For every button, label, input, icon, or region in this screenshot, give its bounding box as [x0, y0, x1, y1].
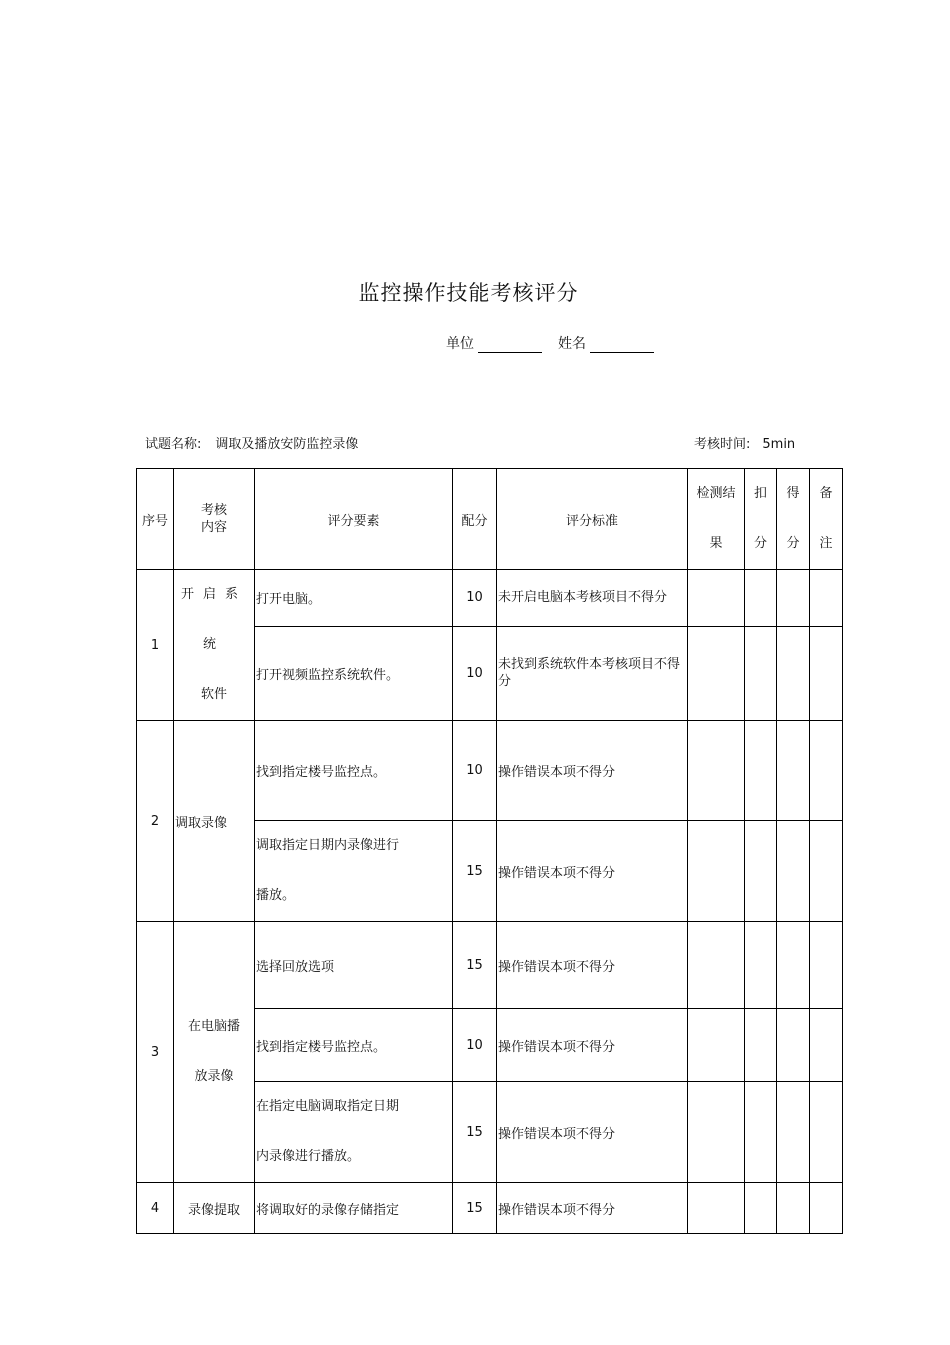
- exam-name: 调取及播放安防监控录像: [215, 437, 359, 452]
- remark-cell[interactable]: [810, 721, 843, 821]
- header-content: [174, 469, 255, 570]
- element-cell: 找到指定楼号监控点。: [255, 1009, 453, 1082]
- seq-cell: 4: [137, 1183, 174, 1234]
- result-cell[interactable]: [688, 721, 745, 821]
- table-row: [137, 721, 843, 821]
- result-cell[interactable]: [688, 1009, 745, 1082]
- header-result-line1: 检测结: [696, 486, 736, 501]
- criteria-cell: 操作错误本项不得分: [497, 1183, 688, 1234]
- header-content-line1: 考核: [200, 503, 227, 518]
- seq-cell: 3: [137, 922, 174, 1183]
- seq-cell: 1: [137, 570, 174, 721]
- content-line1: 在电脑播: [187, 1019, 240, 1034]
- remark-cell[interactable]: [810, 1009, 843, 1082]
- score-cell: 15: [453, 1183, 497, 1234]
- result-cell[interactable]: [688, 1183, 745, 1234]
- element-line1: 在指定电脑调取指定日期: [256, 1099, 400, 1114]
- element-cell: 选择回放选项: [255, 922, 453, 1009]
- header-criteria: 评分标准: [497, 469, 688, 570]
- content-cell: 录像提取: [174, 1183, 255, 1234]
- element-cell: [255, 821, 453, 922]
- criteria-cell: 未开启电脑本考核项目不得分: [497, 570, 688, 627]
- exam-name-line: [145, 433, 358, 452]
- remark-cell[interactable]: [810, 922, 843, 1009]
- content-cell: [174, 570, 255, 721]
- exam-time-line: [694, 433, 795, 452]
- time-label: 考核时间:: [694, 437, 751, 452]
- gain-cell[interactable]: [777, 570, 810, 627]
- content-line2: 放录像: [194, 1069, 234, 1084]
- content-cell: [174, 922, 255, 1183]
- remark-cell[interactable]: [810, 626, 843, 720]
- score-cell: 10: [453, 626, 497, 720]
- remark-cell[interactable]: [810, 1183, 843, 1234]
- element-line1: 调取指定日期内录像进行: [256, 838, 400, 853]
- score-cell: 15: [453, 1082, 497, 1183]
- content-line1: 开启系统: [180, 587, 247, 652]
- name-label: 姓名: [558, 336, 586, 352]
- remark-cell[interactable]: [810, 1082, 843, 1183]
- name-field[interactable]: [590, 336, 654, 353]
- scoring-table: [136, 468, 843, 1234]
- header-deduct-line1: 扣: [753, 486, 767, 501]
- gain-cell[interactable]: [777, 626, 810, 720]
- gain-cell[interactable]: [777, 1082, 810, 1183]
- header-seq: 序号: [137, 469, 174, 570]
- header-content-line2: 内容: [200, 520, 227, 535]
- criteria-cell: 操作错误本项不得分: [497, 922, 688, 1009]
- remark-cell[interactable]: [810, 821, 843, 922]
- unit-label: 单位: [446, 336, 474, 352]
- score-cell: 10: [453, 1009, 497, 1082]
- header-row: [137, 469, 843, 570]
- element-line2: 内录像进行播放。: [256, 1149, 361, 1164]
- table-row: [137, 570, 843, 627]
- content-line2: 软件: [200, 687, 227, 702]
- table-row: [137, 1183, 843, 1234]
- header-score: 配分: [453, 469, 497, 570]
- criteria-cell: 未找到系统软件本考核项目不得分: [497, 626, 688, 720]
- deduct-cell[interactable]: [745, 1082, 777, 1183]
- gain-cell[interactable]: [777, 1183, 810, 1234]
- table-row: [137, 922, 843, 1009]
- element-cell: 打开电脑。: [255, 570, 453, 627]
- header-remark: [810, 469, 843, 570]
- deduct-cell[interactable]: [745, 626, 777, 720]
- element-cell: 将调取好的录像存储指定: [255, 1183, 453, 1234]
- header-elements: 评分要素: [255, 469, 453, 570]
- deduct-cell[interactable]: [745, 1009, 777, 1082]
- score-cell: 10: [453, 721, 497, 821]
- unit-field[interactable]: [478, 336, 542, 353]
- deduct-cell[interactable]: [745, 922, 777, 1009]
- element-line2: 播放。: [256, 888, 296, 903]
- exam-label: 试题名称:: [145, 437, 202, 452]
- gain-cell[interactable]: [777, 821, 810, 922]
- result-cell[interactable]: [688, 570, 745, 627]
- deduct-cell[interactable]: [745, 570, 777, 627]
- criteria-cell: 操作错误本项不得分: [497, 821, 688, 922]
- deduct-cell[interactable]: [745, 1183, 777, 1234]
- result-cell[interactable]: [688, 626, 745, 720]
- header-result-line2: 果: [709, 536, 723, 551]
- criteria-cell: 操作错误本项不得分: [497, 721, 688, 821]
- result-cell[interactable]: [688, 1082, 745, 1183]
- deduct-cell[interactable]: [745, 821, 777, 922]
- score-cell: 10: [453, 570, 497, 627]
- deduct-cell[interactable]: [745, 721, 777, 821]
- header-deduct: [745, 469, 777, 570]
- header-gain-line2: 分: [786, 536, 800, 551]
- element-cell: 打开视频监控系统软件。: [255, 626, 453, 720]
- header-gain: [777, 469, 810, 570]
- header-remark-line2: 注: [819, 536, 833, 551]
- element-cell: 找到指定楼号监控点。: [255, 721, 453, 821]
- element-cell: [255, 1082, 453, 1183]
- page-title: 监控操作技能考核评分: [358, 281, 579, 305]
- remark-cell[interactable]: [810, 570, 843, 627]
- header-deduct-line2: 分: [753, 536, 767, 551]
- score-cell: 15: [453, 922, 497, 1009]
- criteria-cell: 操作错误本项不得分: [497, 1009, 688, 1082]
- time-value: 5min: [762, 437, 796, 452]
- content-cell: 调取录像: [174, 721, 255, 922]
- gain-cell[interactable]: [777, 922, 810, 1009]
- seq-cell: 2: [137, 721, 174, 922]
- gain-cell[interactable]: [777, 1009, 810, 1082]
- header-gain-line1: 得: [786, 486, 800, 501]
- unit-name-line: [446, 333, 670, 353]
- result-cell[interactable]: [688, 821, 745, 922]
- header-result: [688, 469, 745, 570]
- gain-cell[interactable]: [777, 721, 810, 821]
- score-cell: 15: [453, 821, 497, 922]
- header-remark-line1: 备: [819, 486, 833, 501]
- result-cell[interactable]: [688, 922, 745, 1009]
- criteria-cell: 操作错误本项不得分: [497, 1082, 688, 1183]
